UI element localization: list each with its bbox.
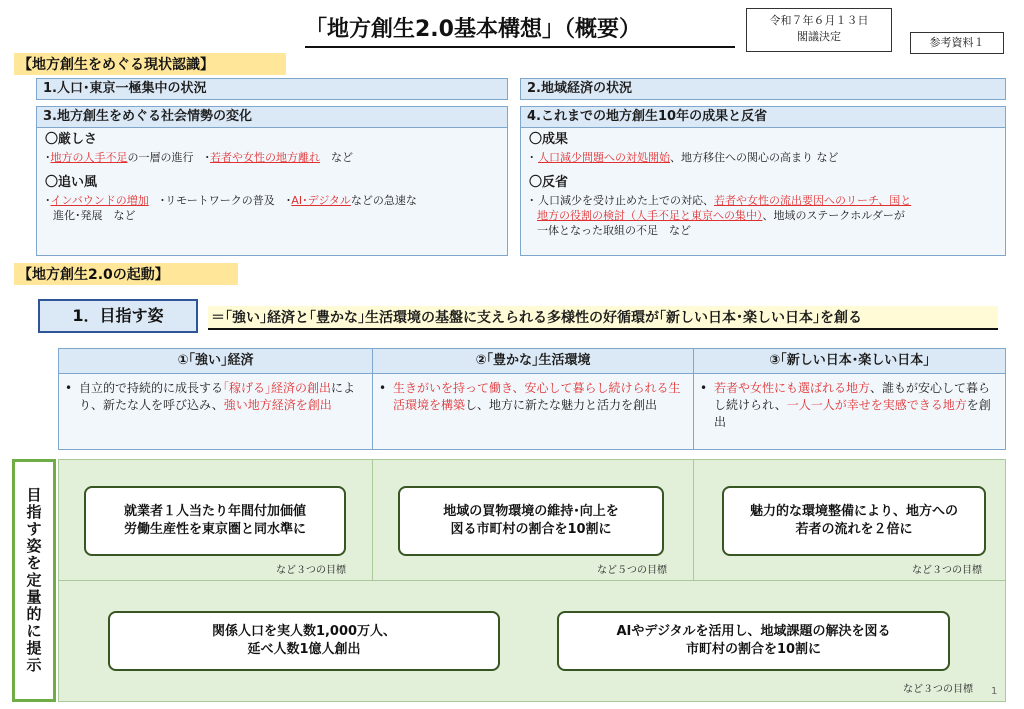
results-title: 〇成果 — [529, 132, 569, 147]
ai-digital-text: AI･デジタル — [291, 194, 351, 207]
reflection-line-2: 地方の役割の検討（人手不足と東京への集中）、地域のステークホルダーが — [537, 209, 905, 222]
goal-shopping-environment: 地域の買物環境の維持･向上を 図る市町村の割合を10割に — [398, 486, 664, 556]
page-title: 「地方創生2.0基本構想」（概要） — [305, 12, 735, 48]
goal-productivity: 就業者１人当たり年間付加価値 労働生産性を東京圏と同水準に — [84, 486, 346, 556]
reference-label: 参考資料１ — [910, 32, 1004, 54]
goal-count-4: など３つの目標 — [903, 684, 973, 695]
mission-statement: ＝｢強い｣経済と｢豊かな｣生活環境の基盤に支えられる多様性の好循環が｢新しい日本･楽しい日本｣を創る — [208, 306, 998, 330]
box-social-title: 3.地方創生をめぐる社会情勢の変化 — [36, 106, 508, 128]
goal-count-1: など３つの目標 — [276, 565, 346, 576]
box-review-title: 4.これまでの地方創生10年の成果と反省 — [520, 106, 1006, 128]
reflection-line-3: 一体となった取組の不足 など — [537, 224, 691, 237]
box-population-title: 1.人口･東京一極集中の状況 — [36, 78, 508, 100]
goal-count-2: など５つの目標 — [597, 565, 667, 576]
decision-line: 閣議決定 — [797, 30, 841, 43]
goal-ai-digital: AIやデジタルを活用し、地域課題の解決を図る 市町村の割合を10割に — [557, 611, 950, 671]
section-current-heading: 【地方創生をめぐる現状認識】 — [14, 53, 286, 75]
tailwind-title: 〇追い風 — [45, 175, 98, 190]
page-number: 1 — [991, 686, 998, 697]
column-strong-economy-head: ①｢強い｣経済 — [58, 348, 373, 374]
reflection-line: ･ 人口減少を受け止めた上での対応、若者や女性の流出要因へのリーチ、国と — [529, 194, 912, 207]
goal-related-population: 関係人口を実人数1,000万人、 延べ人数1億人創出 — [108, 611, 500, 671]
box-social-panel — [36, 128, 508, 256]
reflection-title: 〇反省 — [529, 175, 569, 190]
box-economy-title: 2.地域経済の状況 — [520, 78, 1006, 100]
quantitative-goals-label: 目 指 す 姿 を 定 量 的 に 提 示 — [12, 459, 56, 702]
column-rich-life-head: ②｢豊かな｣生活環境 — [372, 348, 694, 374]
mission-label: 1．目指す姿 — [38, 299, 198, 333]
youth-outflow-text: 若者や女性の地方離れ — [210, 151, 320, 164]
cabinet-date-box — [746, 8, 892, 52]
column-strong-economy-body: • 自立的で持続的に成長する｢稼げる｣経済の創出により、新たな人を呼び込み、強い地方経済を創出 — [58, 374, 373, 450]
tailwind-line: ･インバウンドの増加 ･リモートワークの普及 ･AI･デジタルなどの急速な — [45, 194, 417, 207]
population-response-text: 人口減少問題への対処開始 — [538, 151, 670, 164]
hardship-title: 〇厳しさ — [45, 132, 98, 147]
column-rich-life-body: • 生きがいを持って働き、安心して暮らし続けられる生活環境を構築し、地方に新たな魅力と活力を創出 — [372, 374, 694, 450]
goal-youth-flow: 魅力的な環境整備により、地方への 若者の流れを２倍に — [722, 486, 986, 556]
goal-count-3: など３つの目標 — [912, 565, 982, 576]
date-line: 令和７年６月１３日 — [769, 14, 869, 27]
column-new-japan-body: • 若者や女性にも選ばれる地方、誰もが安心して暮らし続けられ、一人一人が幸せを実感できる地方を創出 — [693, 374, 1006, 450]
hardship-line: ･地方の人手不足の一層の進行 ･若者や女性の地方離れ など — [45, 151, 353, 164]
box-review-panel — [520, 128, 1006, 256]
tailwind-line-2: 進化･発展 など — [53, 209, 136, 222]
results-line: ･ 人口減少問題への対処開始、地方移住への関心の高まり など — [529, 151, 839, 164]
labor-shortage-text: 地方の人手不足 — [50, 151, 128, 164]
column-new-japan-head: ③｢新しい日本･楽しい日本｣ — [693, 348, 1006, 374]
inbound-text: インバウンドの増加 — [50, 194, 149, 207]
section-launch-heading: 【地方創生2.0の起動】 — [14, 263, 238, 285]
